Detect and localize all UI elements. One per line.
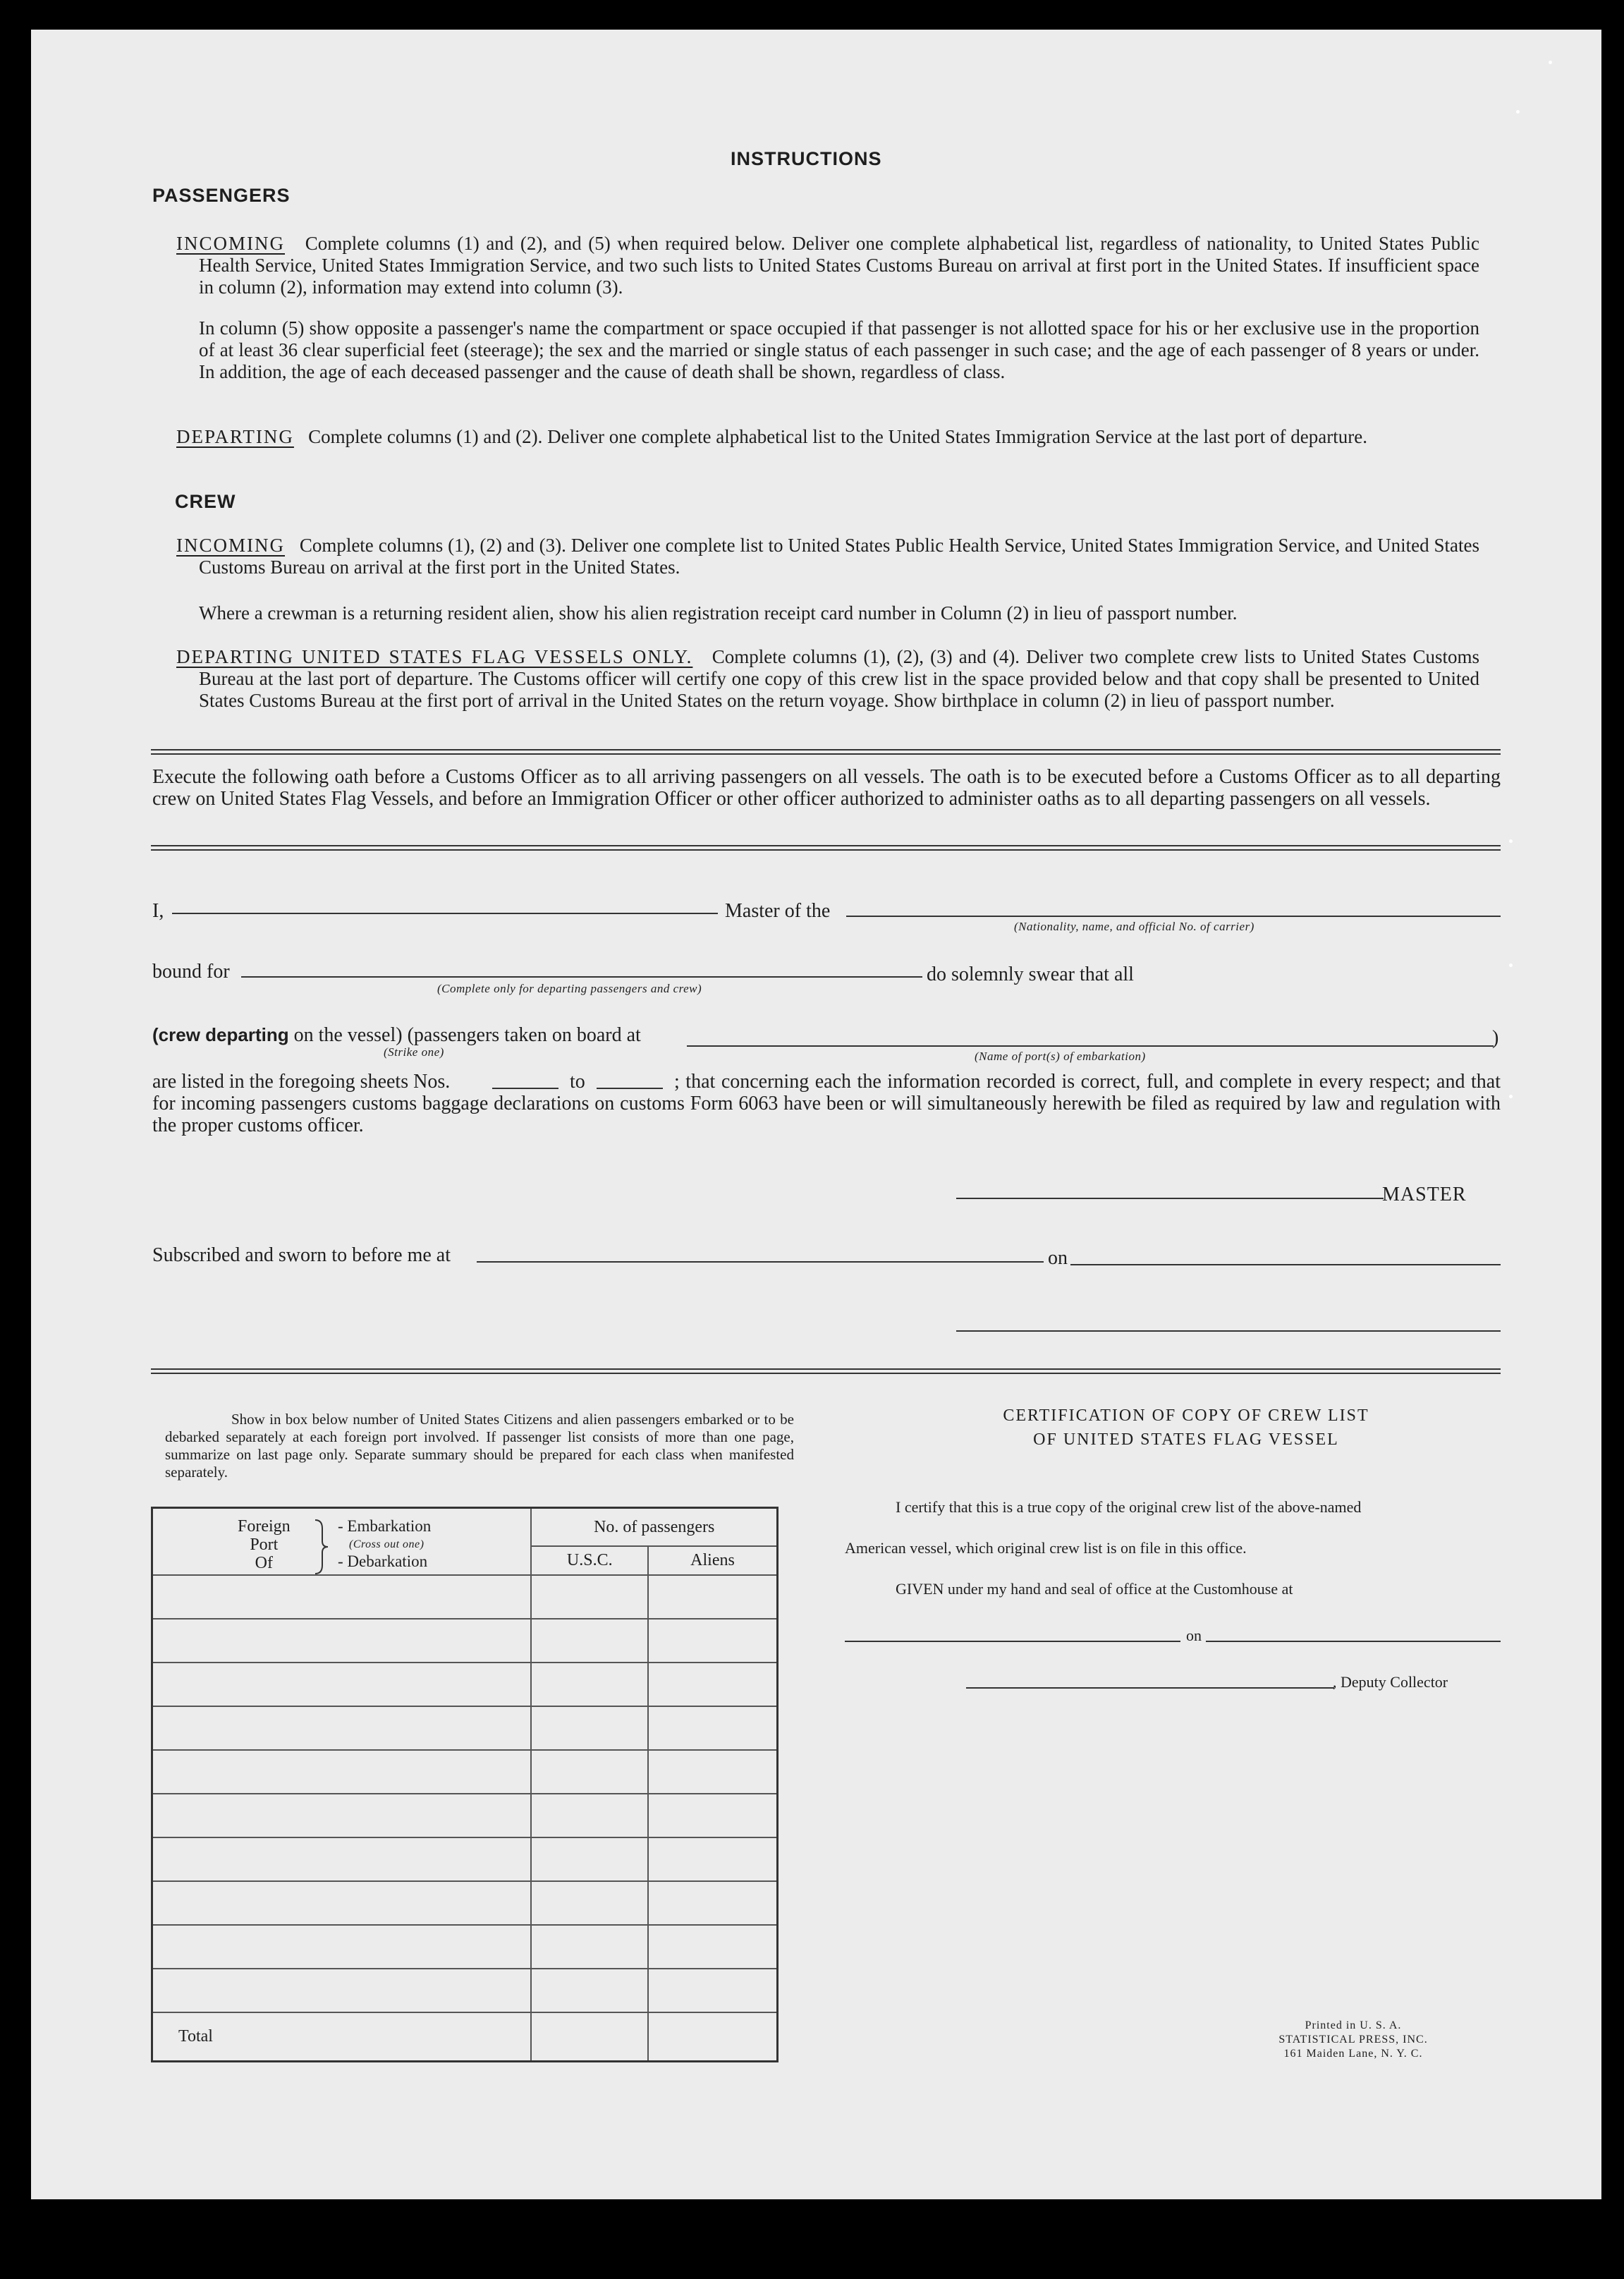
aliens-cell[interactable]: [648, 1837, 777, 1881]
aliens-cell[interactable]: [648, 1969, 777, 2012]
aliens-cell[interactable]: [648, 1663, 777, 1706]
passengers-departing-label: DEPARTING: [176, 426, 294, 447]
passengers-taken-option[interactable]: (passengers taken on board at: [407, 1024, 641, 1046]
scan-speck: [1549, 61, 1552, 64]
deputy-collector-label: , Deputy Collector: [1333, 1673, 1448, 1691]
passengers-header: No. of passengers: [531, 1508, 777, 1547]
passengers-incoming-label: INCOMING: [176, 233, 285, 254]
usc-cell[interactable]: [531, 1969, 648, 2012]
crew-departing-option[interactable]: (crew departing: [152, 1024, 289, 1045]
usc-cell[interactable]: [531, 1575, 648, 1619]
aliens-cell[interactable]: [648, 1750, 777, 1794]
departing-caption: (Complete only for departing passengers and crew): [437, 982, 702, 995]
certify-line2: American vessel, which original crew list is on file in this office.: [845, 1539, 1247, 1557]
port-cell[interactable]: [152, 1619, 532, 1663]
total-row: [152, 2012, 778, 2061]
certification-title-line1: CERTIFICATION OF COPY OF CREW LIST: [1003, 1406, 1369, 1425]
crew-incoming-label: INCOMING: [176, 535, 285, 556]
sworn-date-field[interactable]: [1070, 1264, 1501, 1265]
usc-cell[interactable]: [531, 1881, 648, 1925]
usc-cell[interactable]: [531, 1706, 648, 1750]
port-caption: (Name of port(s) of embarkation): [975, 1050, 1146, 1063]
bound-for-field[interactable]: [241, 976, 922, 978]
aliens-total-cell[interactable]: [648, 2012, 777, 2061]
table-row: [152, 1619, 778, 1663]
scan-speck: [1516, 110, 1520, 114]
table-row: [152, 1881, 778, 1925]
passengers-departing-text: Complete columns (1) and (2). Deliver one complete alphabetical list to the United States Immigration Service at the last port of departure.: [308, 426, 1367, 447]
crew-departing-text: Complete columns (1), (2), (3) and (4). Deliver two complete crew lists to United States Customs Bureau at the last port of departure. The Customs officer will certify one copy of this crew list in the space provided below and that copy shall be presented to United States Customs Bureau at the first port of arrival in the United States on the return voyage. Show birthplace in column (2) in lieu of passport number.: [199, 646, 1479, 711]
cert-date-field[interactable]: [1206, 1641, 1501, 1642]
header-embarkation-option[interactable]: - Embarkation: [338, 1517, 432, 1535]
double-rule: [151, 749, 1501, 755]
port-cell[interactable]: [152, 1794, 532, 1837]
listed-rest-text: ; that concerning each the information recorded is correct, full, and complete in every respect; and that for incoming passengers customs baggage declarations on customs Form 6063 have been or will simultaneously herewith be filed as required by law and regulation with the proper customs officer.: [152, 1071, 1501, 1136]
nationality-caption: (Nationality, name, and official No. of carrier): [1014, 920, 1254, 933]
port-cell[interactable]: [152, 1881, 532, 1925]
table-row: [152, 1706, 778, 1750]
instructions-title: INSTRUCTIONS: [731, 148, 882, 169]
usc-header: U.S.C.: [531, 1546, 648, 1575]
printer-imprint: [1258, 2019, 1448, 2061]
certification-title: [828, 1404, 1544, 1452]
table-row: [152, 1925, 778, 1969]
crew-resident-paragraph: Where a crewman is a returning resident alien, show his alien registration receipt card number in Column (2) in lieu of passport number.: [199, 602, 1238, 624]
port-cell[interactable]: [152, 1663, 532, 1706]
table-row: [152, 1575, 778, 1619]
foreign-port-of: [238, 1517, 291, 1572]
table-row: [152, 1837, 778, 1881]
sworn-place-field[interactable]: [477, 1261, 1044, 1263]
given-text: GIVEN under my hand and seal of office at the Customhouse at: [896, 1580, 1293, 1598]
deputy-signature-field[interactable]: [966, 1687, 1334, 1689]
passengers-incoming-paragraph: [176, 233, 1479, 298]
passengers-incoming-text: Complete columns (1) and (2), and (5) when required below. Deliver one complete alphabetical list, regardless of nationality, to United States Public Health Service, United States Immigration Service, and two such lists to United States Customs Bureau on arrival at first port in the United States. If insufficient space in column (2), information may extend into column (3).: [199, 233, 1479, 298]
carrier-field[interactable]: [846, 916, 1501, 917]
aliens-cell[interactable]: [648, 1881, 777, 1925]
oath-intro: Execute the following oath before a Customs Officer as to all arriving passengers on all vessels. The oath is to be executed before a Customs Officer as to all departing crew on United States Flag Vessels, and before an Immigration Officer or other officer authorized to administer oaths as to all departing passengers on all vessels.: [152, 766, 1501, 810]
double-rule: [151, 845, 1501, 851]
sworn-on-label: on: [1048, 1247, 1068, 1269]
scan-speck: [1509, 839, 1513, 843]
usc-cell[interactable]: [531, 1750, 648, 1794]
to-label: to: [570, 1071, 585, 1093]
usc-total-cell[interactable]: [531, 2012, 648, 2061]
double-rule: [151, 1368, 1501, 1374]
passengers-column5-paragraph: In column (5) show opposite a passenger's name the compartment or space occupied if that passenger is not allotted space for his or her exclusive use in the proportion of at least 36 clear superficial feet (steerage); the sex and the married or single status of each passenger in such case; and the age of each passenger of 8 years or under. In addition, the age of each deceased passenger and the cause of death shall be shown, regardless of class.: [199, 317, 1479, 382]
customhouse-field[interactable]: [845, 1641, 1180, 1642]
printer-line1: Printed in U. S. A.: [1305, 2019, 1402, 2031]
passenger-summary-table: [151, 1507, 779, 2062]
oath-i-label: I,: [152, 900, 164, 922]
port-cell[interactable]: [152, 1575, 532, 1619]
aliens-cell[interactable]: [648, 1619, 777, 1663]
table-row: [152, 1794, 778, 1837]
embarkation-port-field[interactable]: [687, 1045, 1494, 1047]
crew-heading: CREW: [175, 491, 236, 512]
master-name-field[interactable]: [172, 913, 718, 914]
aliens-cell[interactable]: [648, 1706, 777, 1750]
crew-departing-paragraph: [176, 646, 1479, 712]
on-vessel-label: on the vessel): [293, 1024, 403, 1046]
port-header-cell: [152, 1508, 532, 1576]
bound-for-label: bound for: [152, 961, 230, 983]
port-cell[interactable]: [152, 1969, 532, 2012]
usc-cell[interactable]: [531, 1663, 648, 1706]
passengers-heading: PASSENGERS: [152, 185, 291, 206]
total-label: Total: [152, 2012, 532, 2061]
header-of: Of: [255, 1554, 273, 1572]
port-cell[interactable]: [152, 1837, 532, 1881]
aliens-cell[interactable]: [648, 1575, 777, 1619]
printer-line3: 161 Maiden Lane, N. Y. C.: [1283, 2048, 1423, 2060]
usc-cell[interactable]: [531, 1794, 648, 1837]
scan-speck: [1509, 1095, 1513, 1098]
header-debarkation-option[interactable]: - Debarkation: [338, 1552, 428, 1570]
master-signature-field[interactable]: [956, 1198, 1384, 1199]
header-port: Port: [250, 1536, 279, 1554]
crew-departing-label: DEPARTING UNITED STATES FLAG VESSELS ONLY.: [176, 646, 693, 667]
printer-line2: STATISTICAL PRESS, INC.: [1278, 2034, 1428, 2046]
header-foreign: Foreign: [238, 1517, 291, 1536]
subscribed-label: Subscribed and sworn to before me at: [152, 1244, 451, 1266]
scan-speck: [1509, 964, 1513, 967]
strike-one-caption: (Strike one): [384, 1045, 444, 1059]
strike-one-line: [152, 1024, 641, 1047]
usc-cell[interactable]: [531, 1925, 648, 1969]
close-paren: ): [1492, 1027, 1499, 1049]
listed-sheets-label: are listed in the foregoing sheets Nos.: [152, 1071, 451, 1093]
swear-label: do solemnly swear that all: [927, 964, 1134, 985]
passengers-departing-paragraph: [176, 426, 1479, 448]
certification-title-line2: OF UNITED STATES FLAG VESSEL: [1033, 1430, 1339, 1449]
table-row: [152, 1750, 778, 1794]
table-row: [152, 1663, 778, 1706]
certify-line1: I certify that this is a true copy of the original crew list of the above-named: [896, 1498, 1362, 1516]
cert-on-label: on: [1186, 1627, 1202, 1644]
port-cell[interactable]: [152, 1925, 532, 1969]
officer-signature-field[interactable]: [956, 1330, 1501, 1332]
port-cell[interactable]: [152, 1706, 532, 1750]
crew-incoming-text: Complete columns (1), (2) and (3). Deliver one complete list to United States Public Health Service, United States Immigration Service, and United States Customs Bureau on arrival at the first port in the United States.: [199, 535, 1480, 578]
summary-instructions: Show in box below number of United States Citizens and alien passengers embarked or to be debarked separately at each foreign port involved. If passenger list consists of more than one page, summarize on last page only. Separate summary should be prepared for each class when manifested separately.: [165, 1411, 794, 1481]
master-of-label: Master of the: [725, 900, 831, 922]
aliens-cell[interactable]: [648, 1925, 777, 1969]
usc-cell[interactable]: [531, 1619, 648, 1663]
form-sheet: [31, 30, 1601, 2199]
usc-cell[interactable]: [531, 1837, 648, 1881]
master-label: MASTER: [1382, 1184, 1467, 1205]
table-row: [152, 1969, 778, 2012]
brace-icon: [314, 1519, 329, 1575]
port-cell[interactable]: [152, 1750, 532, 1794]
crew-incoming-paragraph: [176, 535, 1479, 578]
aliens-cell[interactable]: [648, 1794, 777, 1837]
header-cross-out: (Cross out one): [349, 1538, 425, 1550]
aliens-header: Aliens: [648, 1546, 777, 1575]
